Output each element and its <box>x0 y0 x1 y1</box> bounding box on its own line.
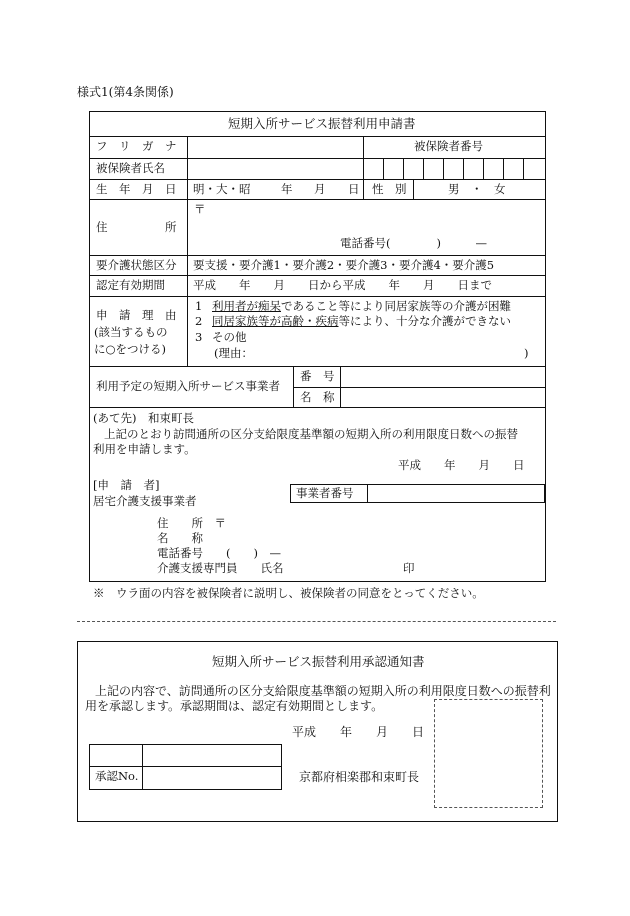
birthdate-label: 生 年 月 日 <box>96 182 177 196</box>
insured-name-label: 被保険者氏名 <box>96 161 165 175</box>
applicant-org: 居宅介護支援事業者 <box>93 494 197 508</box>
reason-3-close: ) <box>524 346 529 360</box>
request-text-1: 上記のとおり訪問通所の区分支給限度基準額の短期入所の利用限度日数への振替 <box>104 427 518 441</box>
address-label: 住 所 <box>96 220 177 234</box>
reason-2 <box>212 316 511 328</box>
birthdate-eras: 明・大・昭 <box>193 182 251 196</box>
reason-1-underlined: 利用者が痴呆 <box>212 299 281 313</box>
care-level-options: 要支援・要介護1・要介護2・要介護3・要介護4・要介護5 <box>193 258 495 272</box>
approval-date: 平成 年 月 日 <box>292 725 425 739</box>
sex-label: 性 別 <box>372 182 407 196</box>
provider-label: 利用予定の短期入所サービス事業者 <box>96 379 280 393</box>
approval-issuer: 京都府相楽郡和束町長 <box>299 770 420 784</box>
reason-1-rest: であること等により同居家族等の介護が困難 <box>281 299 511 313</box>
business-number-label: 事業者番号 <box>296 486 354 500</box>
insured-number-label: 被保険者番号 <box>414 139 483 153</box>
reason-label-3: に○をつける) <box>94 342 167 356</box>
reason-2-num: 2 <box>195 314 203 328</box>
addressee: (あて先) 和束町長 <box>93 411 194 425</box>
form-label: 様式1(第4条関係) <box>77 85 174 99</box>
seal-box <box>434 699 543 808</box>
birthdate-month: 月 <box>314 182 326 196</box>
reason-label-2: (該当するもの <box>94 325 168 339</box>
care-manager: 介護支援専門員 氏名 <box>157 561 284 575</box>
postal-mark: 〒 <box>194 202 206 216</box>
applicant-phone: 電話番号 ( ) — <box>157 546 281 560</box>
reason-3-num: 3 <box>195 330 203 344</box>
reason-2-underlined: 同居家族等が高齢・疾病 <box>212 314 339 328</box>
birthdate-year: 年 <box>281 182 293 196</box>
furigana-label: フ リ ガ ナ <box>96 139 177 153</box>
applicant-address: 住 所 〒 <box>157 516 226 530</box>
approval-title: 短期入所サービス振替利用承認通知書 <box>212 654 425 669</box>
phone-label: 電話番号( ) — <box>340 236 487 250</box>
applicant-label: [申 請 者] <box>93 478 160 492</box>
approval-text-1: 上記の内容で、訪問通所の区分支給限度基準額の短期入所の利用限度日数への振替利 <box>95 684 551 698</box>
application-title: 短期入所サービス振替利用申請書 <box>228 116 416 131</box>
applicant-name: 名 称 <box>157 531 203 545</box>
request-text-2: 利用を申請します。 <box>93 442 196 456</box>
consent-note: ※ ウラ面の内容を被保険者に説明し、被保険者の同意をとってください。 <box>93 586 484 600</box>
seal-mark: 印 <box>403 561 415 575</box>
reason-3-detail: (理由： <box>214 346 253 360</box>
approval-text-2: 用を承認します。承認期間は、認定有効期間とします。 <box>85 699 384 713</box>
request-date: 平成 年 月 日 <box>398 458 525 472</box>
reason-1-num: 1 <box>195 299 203 313</box>
birthdate-day: 日 <box>348 182 360 196</box>
cut-line <box>77 621 556 622</box>
provider-number-label: 番 号 <box>300 369 335 383</box>
reason-2-rest: 等により、十分な介護ができない <box>338 314 511 328</box>
approval-no-label: 承認No. <box>95 769 139 783</box>
reason-label: 申 請 理 由 <box>96 308 177 322</box>
sex-options: 男 ・ 女 <box>448 182 506 196</box>
reason-1 <box>212 301 511 313</box>
validity-label: 認定有効期間 <box>96 278 165 292</box>
care-level-label: 要介護状態区分 <box>96 258 177 272</box>
reason-3-text: その他 <box>212 330 247 344</box>
validity-text: 平成 年 月 日から平成 年 月 日まで <box>193 278 492 292</box>
approval-no-table <box>89 744 282 790</box>
provider-name-label: 名 称 <box>300 390 335 404</box>
